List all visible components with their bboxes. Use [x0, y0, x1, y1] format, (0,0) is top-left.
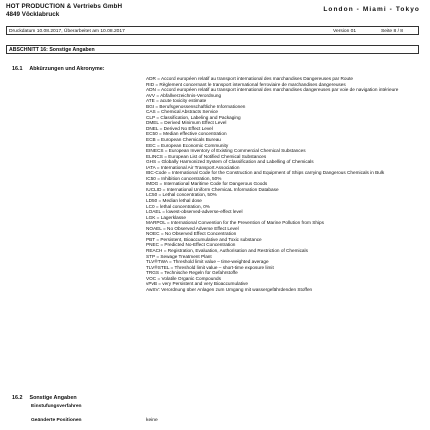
abbreviation-item: TRGS = Technische Regeln für Gefahrstoffe: [146, 270, 238, 276]
abbreviation-item: REACH = Registration, Evaluation, Authorisation and Restriction of Chemicals: [146, 247, 308, 253]
changed-positions-value: keine: [146, 418, 158, 423]
abbreviation-item: AwSV: Verordnung über Anlagen zum Umgang mit wassergefährdenden Stoffen: [146, 286, 313, 292]
classification-procedure-label: Einstufungsverfahren: [31, 404, 82, 409]
abbreviation-item: IMDG = International Maritime Code for Dangerous Goods: [146, 181, 268, 187]
subsection-16-1-heading: [12, 66, 105, 73]
abbreviation-item: DMEL = Derived Minimum Effect Level: [146, 120, 227, 126]
abbreviation-item: MARPOL = International Convention for the Prevention of Marine Pollution from Ships: [146, 220, 324, 226]
subsection-16-2-heading: [12, 395, 77, 402]
abbreviation-item: RID = Règlement concernant le transport international ferroviaire de marchandises dangereuses: [146, 81, 346, 87]
abbreviation-item: ATE = acute toxicity estimate: [146, 98, 207, 104]
abbreviation-item: ECB = European Chemicals Bureau: [146, 137, 221, 143]
abbreviation-item: AVV = Abfallverzeichnis-Verordnung: [146, 92, 222, 98]
abbreviation-item: BGI = Berufsgenossenschaftliche Informationen: [146, 103, 246, 109]
abbreviation-item: IUCLID = International Uniform ChemicaL Information Database: [146, 186, 279, 192]
abbreviation-item: EINECS = European Inventory of Existing Commercial Chemical Substances: [146, 148, 306, 154]
abbreviation-item: VOC = Volatile Organic Compounds: [146, 275, 221, 281]
abbreviation-item: PBT = Persistent, Bioaccumulative and Toxic substance: [146, 236, 262, 242]
abbreviation-item: TLV®TWA = Threshold limit value – time-weighted average: [146, 259, 269, 265]
abbreviation-item: EEC = European Economic Community: [146, 142, 229, 148]
company-name: HOT PRODUCTION & Vertriebs GmbH: [6, 3, 123, 10]
abbreviation-item: EC50 = Median effective concentration: [146, 131, 227, 137]
abbreviation-item: LC50 = Lethal concentration, 50%: [146, 192, 217, 198]
abbreviation-item: IC50 = Inhibition concentration, 50%: [146, 175, 222, 181]
abbreviation-item: DNEL = Derived No Effect Level: [146, 125, 213, 131]
document-meta-bar: [6, 26, 419, 35]
abbreviation-item: TLV®STEL = Threshold limit value – short-time exposure limit: [146, 264, 274, 270]
abbreviation-item: LD50 = Median lethal dose: [146, 198, 202, 204]
section-title: ABSCHNITT 16: Sonstige Angaben: [9, 47, 95, 53]
abbreviation-item: CAS = Chemical Abstracts Service: [146, 109, 219, 115]
abbreviation-item: vPvB = very Persistent and very Bioaccumulative: [146, 281, 248, 287]
changed-positions-label: Geänderte Positionen: [31, 418, 82, 423]
abbreviation-item: STP = Sewage Treatment Plant: [146, 253, 212, 259]
print-date: Druckdatum 10.08.2017, Überarbeitet am 10.08.2017: [9, 29, 125, 34]
subsection-title: Sonstige Angaben: [29, 395, 77, 401]
abbreviation-item: NOEC = No Observed Effect Concentration: [146, 231, 237, 237]
abbreviation-item: PNEC = Predicted No-Effect Concentration: [146, 242, 236, 248]
abbreviation-item: NOAEL = No Observed Adverse Effect Level: [146, 225, 239, 231]
abbreviation-item: LC0 = lethal concentration, 0%: [146, 203, 210, 209]
company-city: 4849 Vöcklabruck: [6, 11, 60, 18]
abbreviation-item: ADR = Accord européen relatif au transport international des marchandises Dangereuses par Route: [146, 76, 354, 81]
subsection-number: 16.2: [12, 395, 23, 401]
abbreviation-item: IBC-Code = International Code for the Construction and Equipment of Ships carrying Dangerous Chemicals in Bulk: [146, 170, 385, 176]
subsection-title: Abkürzungen und Akronyme:: [29, 66, 105, 72]
subsection-number: 16.1: [12, 66, 23, 72]
document-version: Version 01: [333, 29, 357, 34]
abbreviation-item: IATA = International Air Transport Association: [146, 164, 240, 170]
abbreviation-list: [146, 76, 410, 292]
abbreviation-item: ADN = Accord européen relatif au transport international des marchandises dangereuses par voie de navigation intérieure: [146, 87, 399, 93]
abbreviation-item: LOAEL = lowest-observed-adverse-effect level: [146, 209, 243, 215]
section-heading-bar: [6, 45, 419, 54]
page-number: Seite 8 / 8: [381, 29, 404, 34]
company-locations: London - Miami - Tokyo: [323, 6, 420, 13]
abbreviation-item: ELINCS = European List of Notified Chemical Substances: [146, 153, 267, 159]
abbreviation-item: CLP = Classification, Labeling and Packaging: [146, 114, 241, 120]
company-header: [6, 3, 122, 19]
abbreviation-item: GHS = Globally Harmonized System of Classification and Labelling of Chemicals: [146, 159, 314, 165]
abbreviation-item: LGK = Lagerklasse: [146, 214, 186, 220]
